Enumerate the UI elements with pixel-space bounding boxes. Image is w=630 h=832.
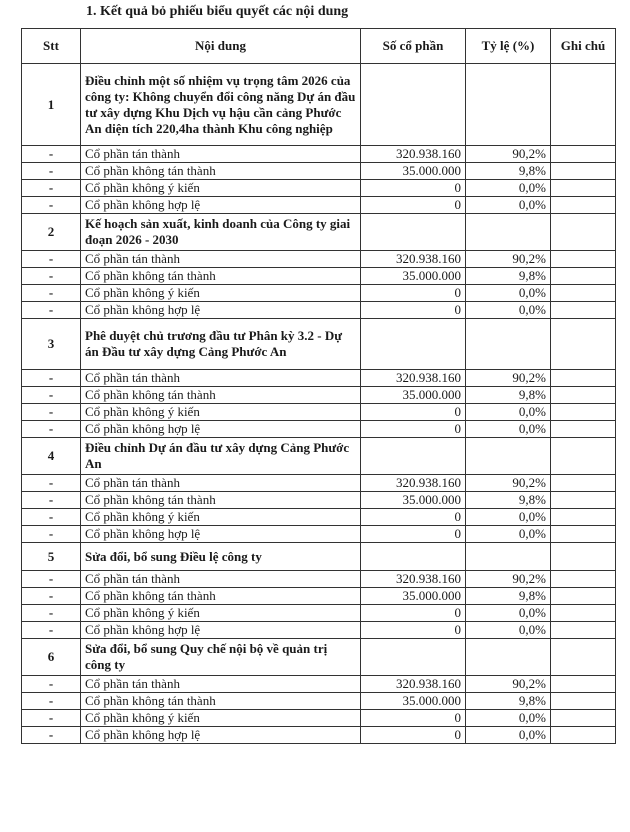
table-row — [22, 146, 616, 163]
section-shares — [361, 64, 466, 146]
section-shares — [361, 639, 466, 676]
row-note — [551, 622, 616, 639]
row-percent: 0,0% — [466, 197, 551, 214]
row-note — [551, 526, 616, 543]
section-shares — [361, 438, 466, 475]
row-bullet: - — [22, 387, 81, 404]
section-number: 4 — [22, 438, 81, 475]
row-percent: 90,2% — [466, 475, 551, 492]
section-note — [551, 438, 616, 475]
section-number: 5 — [22, 543, 81, 571]
row-bullet: - — [22, 146, 81, 163]
section-row — [22, 543, 616, 571]
section-row — [22, 214, 616, 251]
section-note — [551, 64, 616, 146]
table-body — [22, 64, 616, 744]
row-label: Cổ phần tán thành — [81, 676, 361, 693]
row-shares: 35.000.000 — [361, 268, 466, 285]
row-percent: 90,2% — [466, 571, 551, 588]
row-note — [551, 710, 616, 727]
row-bullet: - — [22, 676, 81, 693]
row-shares: 320.938.160 — [361, 676, 466, 693]
row-bullet: - — [22, 404, 81, 421]
row-shares: 0 — [361, 727, 466, 744]
row-percent: 9,8% — [466, 387, 551, 404]
section-note — [551, 319, 616, 370]
row-percent: 90,2% — [466, 251, 551, 268]
row-percent: 0,0% — [466, 622, 551, 639]
row-percent: 9,8% — [466, 163, 551, 180]
row-bullet: - — [22, 571, 81, 588]
row-bullet: - — [22, 492, 81, 509]
voting-results-table — [21, 28, 616, 744]
row-note — [551, 421, 616, 438]
row-shares: 320.938.160 — [361, 475, 466, 492]
row-shares: 0 — [361, 197, 466, 214]
row-bullet: - — [22, 605, 81, 622]
row-percent: 90,2% — [466, 370, 551, 387]
row-percent: 9,8% — [466, 268, 551, 285]
row-percent: 0,0% — [466, 404, 551, 421]
section-heading: 1. Kết quả bỏ phiếu biểu quyết các nội dung — [86, 4, 349, 19]
row-note — [551, 302, 616, 319]
table-row — [22, 727, 616, 744]
row-percent: 0,0% — [466, 285, 551, 302]
row-bullet: - — [22, 710, 81, 727]
table-row — [22, 387, 616, 404]
section-title: Điều chỉnh Dự án đầu tư xây dựng Cảng Phước An — [81, 438, 361, 475]
table-row — [22, 526, 616, 543]
row-label: Cổ phần không tán thành — [81, 492, 361, 509]
row-note — [551, 404, 616, 421]
row-shares: 320.938.160 — [361, 370, 466, 387]
row-percent: 0,0% — [466, 605, 551, 622]
row-shares: 0 — [361, 526, 466, 543]
row-label: Cổ phần không hợp lệ — [81, 526, 361, 543]
section-number: 6 — [22, 639, 81, 676]
row-label: Cổ phần không tán thành — [81, 163, 361, 180]
row-label: Cổ phần không hợp lệ — [81, 421, 361, 438]
row-note — [551, 571, 616, 588]
row-label: Cổ phần không hợp lệ — [81, 727, 361, 744]
section-shares — [361, 214, 466, 251]
section-shares — [361, 543, 466, 571]
section-number: 1 — [22, 64, 81, 146]
row-bullet: - — [22, 622, 81, 639]
table-row — [22, 180, 616, 197]
row-bullet: - — [22, 285, 81, 302]
section-percent — [466, 639, 551, 676]
row-bullet: - — [22, 526, 81, 543]
row-label: Cổ phần không hợp lệ — [81, 622, 361, 639]
row-percent: 0,0% — [466, 421, 551, 438]
row-note — [551, 387, 616, 404]
row-label: Cổ phần không tán thành — [81, 693, 361, 710]
row-note — [551, 475, 616, 492]
row-percent: 0,0% — [466, 727, 551, 744]
row-note — [551, 588, 616, 605]
row-label: Cổ phần không ý kiến — [81, 404, 361, 421]
row-note — [551, 268, 616, 285]
row-note — [551, 693, 616, 710]
row-percent: 0,0% — [466, 302, 551, 319]
section-title: Sửa đổi, bổ sung Điều lệ công ty — [81, 543, 361, 571]
table-row — [22, 421, 616, 438]
row-shares: 0 — [361, 605, 466, 622]
column-header-percent: Tỷ lệ (%) — [466, 29, 551, 64]
table-row — [22, 492, 616, 509]
section-row — [22, 64, 616, 146]
row-bullet: - — [22, 421, 81, 438]
row-percent: 9,8% — [466, 492, 551, 509]
table-row — [22, 571, 616, 588]
section-number: 2 — [22, 214, 81, 251]
row-percent: 90,2% — [466, 676, 551, 693]
section-note — [551, 543, 616, 571]
table-row — [22, 605, 616, 622]
row-note — [551, 676, 616, 693]
section-percent — [466, 438, 551, 475]
row-label: Cổ phần tán thành — [81, 370, 361, 387]
column-header-content: Nội dung — [81, 29, 361, 64]
section-title: Kế hoạch sản xuất, kinh doanh của Công ty giai đoạn 2026 - 2030 — [81, 214, 361, 251]
row-bullet: - — [22, 509, 81, 526]
section-row — [22, 639, 616, 676]
row-note — [551, 727, 616, 744]
section-percent — [466, 64, 551, 146]
row-note — [551, 370, 616, 387]
row-label: Cổ phần tán thành — [81, 475, 361, 492]
section-percent — [466, 214, 551, 251]
row-shares: 35.000.000 — [361, 492, 466, 509]
row-shares: 0 — [361, 509, 466, 526]
row-label: Cổ phần không ý kiến — [81, 710, 361, 727]
row-shares: 35.000.000 — [361, 387, 466, 404]
table-row — [22, 404, 616, 421]
row-shares: 0 — [361, 404, 466, 421]
row-note — [551, 509, 616, 526]
section-percent — [466, 543, 551, 571]
row-label: Cổ phần không tán thành — [81, 268, 361, 285]
table-row — [22, 588, 616, 605]
section-note — [551, 214, 616, 251]
row-shares: 35.000.000 — [361, 588, 466, 605]
row-label: Cổ phần không tán thành — [81, 588, 361, 605]
row-bullet: - — [22, 268, 81, 285]
row-label: Cổ phần không hợp lệ — [81, 302, 361, 319]
row-shares: 0 — [361, 302, 466, 319]
row-shares: 35.000.000 — [361, 163, 466, 180]
column-header-stt: Stt — [22, 29, 81, 64]
row-percent: 9,8% — [466, 693, 551, 710]
table-row — [22, 693, 616, 710]
section-note — [551, 639, 616, 676]
row-percent: 0,0% — [466, 710, 551, 727]
row-percent: 9,8% — [466, 588, 551, 605]
row-shares: 35.000.000 — [361, 693, 466, 710]
row-bullet: - — [22, 251, 81, 268]
table-row — [22, 302, 616, 319]
row-label: Cổ phần không ý kiến — [81, 605, 361, 622]
row-percent: 0,0% — [466, 180, 551, 197]
section-row — [22, 319, 616, 370]
row-bullet: - — [22, 302, 81, 319]
row-bullet: - — [22, 727, 81, 744]
section-number: 3 — [22, 319, 81, 370]
section-title: Phê duyệt chủ trương đầu tư Phân kỳ 3.2 - Dự án Đầu tư xây dựng Cảng Phước An — [81, 319, 361, 370]
row-percent: 90,2% — [466, 146, 551, 163]
row-bullet: - — [22, 588, 81, 605]
row-shares: 320.938.160 — [361, 251, 466, 268]
row-note — [551, 146, 616, 163]
row-bullet: - — [22, 163, 81, 180]
row-label: Cổ phần không tán thành — [81, 387, 361, 404]
row-bullet: - — [22, 475, 81, 492]
section-title: Điều chỉnh một số nhiệm vụ trọng tâm 2026 của công ty: Không chuyển đổi công năng Dự án đầu tư xây dựng Khu Dịch vụ hậu cần cảng Phước An diện tích 220,4ha thành Khu công nghiệp — [81, 64, 361, 146]
table-row — [22, 622, 616, 639]
row-note — [551, 492, 616, 509]
column-header-shares: Số cổ phần — [361, 29, 466, 64]
row-label: Cổ phần tán thành — [81, 571, 361, 588]
table-row — [22, 710, 616, 727]
table-row — [22, 509, 616, 526]
table-row — [22, 285, 616, 302]
row-label: Cổ phần không ý kiến — [81, 180, 361, 197]
column-header-note: Ghi chú — [551, 29, 616, 64]
section-percent — [466, 319, 551, 370]
row-percent: 0,0% — [466, 509, 551, 526]
row-bullet: - — [22, 370, 81, 387]
section-row — [22, 438, 616, 475]
table-row — [22, 251, 616, 268]
row-bullet: - — [22, 197, 81, 214]
row-label: Cổ phần tán thành — [81, 146, 361, 163]
row-note — [551, 251, 616, 268]
row-shares: 0 — [361, 710, 466, 727]
section-shares — [361, 319, 466, 370]
table-row — [22, 268, 616, 285]
row-percent: 0,0% — [466, 526, 551, 543]
row-bullet: - — [22, 180, 81, 197]
row-note — [551, 180, 616, 197]
row-label: Cổ phần không ý kiến — [81, 509, 361, 526]
row-label: Cổ phần tán thành — [81, 251, 361, 268]
table-header-row — [22, 29, 616, 64]
row-shares: 0 — [361, 285, 466, 302]
row-shares: 320.938.160 — [361, 146, 466, 163]
table-row — [22, 475, 616, 492]
row-shares: 0 — [361, 622, 466, 639]
row-shares: 0 — [361, 180, 466, 197]
table-row — [22, 197, 616, 214]
table-row — [22, 676, 616, 693]
table-row — [22, 163, 616, 180]
row-note — [551, 605, 616, 622]
row-note — [551, 285, 616, 302]
row-shares: 320.938.160 — [361, 571, 466, 588]
row-shares: 0 — [361, 421, 466, 438]
row-bullet: - — [22, 693, 81, 710]
section-title: Sửa đổi, bổ sung Quy chế nội bộ về quản trị công ty — [81, 639, 361, 676]
row-label: Cổ phần không ý kiến — [81, 285, 361, 302]
row-note — [551, 197, 616, 214]
row-label: Cổ phần không hợp lệ — [81, 197, 361, 214]
row-note — [551, 163, 616, 180]
table-row — [22, 370, 616, 387]
